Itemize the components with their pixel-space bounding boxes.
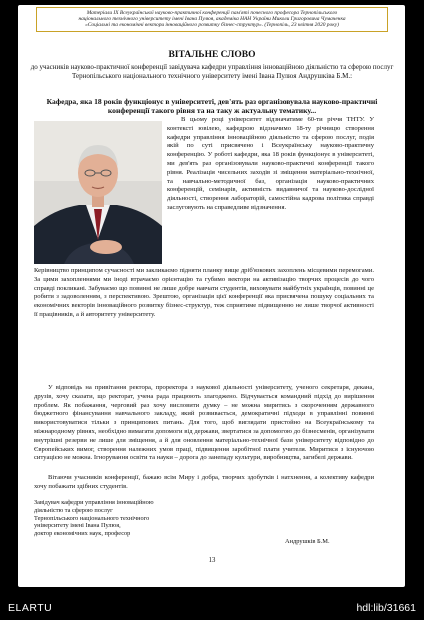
signature-line-1: Завідувач кафедри управління інноваційною — [34, 499, 154, 506]
page-number: 13 — [208, 557, 216, 564]
header-line-1: Матеріали IX Всеукраїнської науково-практичної конференції пам'яті почесного професора Тернопільського — [86, 10, 338, 16]
paragraph-3: У відповідь на привітання ректора, проректора з наукової діяльності університету, ученого секретаря, декана, друзів, хочу сказати, що ректорат, учена рада працюють злагоджено. Відчувається командний підхід до вирішення проблем. Як побажання, черговий раз хочу висловити думку – не можна миритись з скороченням державного бюджетного фінансування навчального закладу, який розвивається, демократичні підходи в управлінні повинні використовуватися тільки з принципових питань. Для того, щоб виглядати пристойно на Всеукраїнському та міжнародному рівнях, необхідно вимагати допомоги від держави, звертатися за допомогою до бізнесменів, організувати внутрішні резерви не лише для зміщення, а й для оновлення матеріально-технічної бази університету відповідно до Європейських вимог, створення належних умов праці, підвищення заробітної плати учителя. Миритися з існуючою ситуацією не можна. Ігнорування освіти та науки – дорога до занепаду культури, виробництва, загибелі держави. — [34, 384, 374, 462]
subtitle: до учасників науково-практичної конференції завідувача кафедри управління інноваційною діяльністю та сферою послуг Тернопільського національного технічного університету імені Івана Пулюя Андрушківа Б.М.: — [30, 63, 394, 80]
paragraph-4: Вітаючи учасників конференції, бажаю всім Миру і добра, творчих здобутків і натхнення, а колективу кафедри хочу побажати здібних студентів. — [34, 474, 374, 490]
portrait-illustration — [34, 121, 162, 264]
paragraph-2: Керівництво принципом сучасності ми закликаємо підняти планку вище дріб'язкових захоплень місцевими перемогами. За цими захопленнями ми іноді втрачаємо орієнтацію та губимо вектори на активізацію творчих процесів до чого справді покликані. Забуваємо що повинні не лише добре навчати студентів, виховувати майбутніх українців, повинні це робити з задоволенням, з перспективою. Зрештою, організація цієї конференції яка присвячена пошуку соціальних та економічних векторів інноваційного розвитку бізнес-структур, теж сприятиме підвищенню не лише творчої активності її працівників, а й авторитету університету. — [34, 267, 374, 318]
footer-handle-link[interactable]: hdl:lib/31661 — [356, 602, 416, 614]
signature-line-3: Тернопільського національного технічного — [34, 514, 150, 522]
signature-line-5: доктор економічних наук, професор — [34, 530, 131, 538]
header-line-2: національного технічного університету імені Івана Пулюя, академіка НАН України Миколи Григоровича Чумаченка — [78, 16, 346, 23]
signature-block — [34, 499, 234, 538]
footer-repository-label: ELARTU — [8, 602, 53, 614]
signature-line-2: діяльністю та сферою послуг — [34, 506, 113, 514]
paragraph-1: В цьому році університет відзначатиме 60-ти річчя ТНТУ. У контексті ювілею, кафедрою відзначимо 18-ту річницю створення кафедри управління інноваційною діяльністю та сферою послуг, подія якій по суті присвячено і Всеукраїнську науково-практичну конференцію. У роботі кафедри, яка 18 років функціонує в університеті, ми дев'ять раз організовували науково-практичні конференції такого рівня. Реалізація чисельних заходів зі зміщення матеріально-технічної, та навчально-методичної баз, організація науково-практичних конференцій, семінарів, активність видавничої та науково-дослідної діяльності, створення лабораторій, самостійна кадрова політика справді заслуговують на справедливе відзначення. — [167, 116, 374, 211]
signature-line-4: університету імені Івана Пулюя, — [34, 522, 121, 530]
portrait-photo — [34, 121, 162, 264]
headline: Кафедра, яка 18 років функціонує в університеті, дев'ять раз організовувала науково-практичні конференції такого рівня та на таку ж актуальну тематику... — [46, 97, 378, 116]
conference-header-box — [36, 7, 388, 32]
header-line-3: «Соціальні та економічні вектори інноваційного розвитку бізнес-структур». (Тернопіль, 23 квітня 2020 року) — [85, 22, 339, 29]
signature-name: Андрушків Б.М. — [285, 538, 330, 545]
page-title: ВІТАЛЬНЕ СЛОВО — [168, 50, 256, 60]
